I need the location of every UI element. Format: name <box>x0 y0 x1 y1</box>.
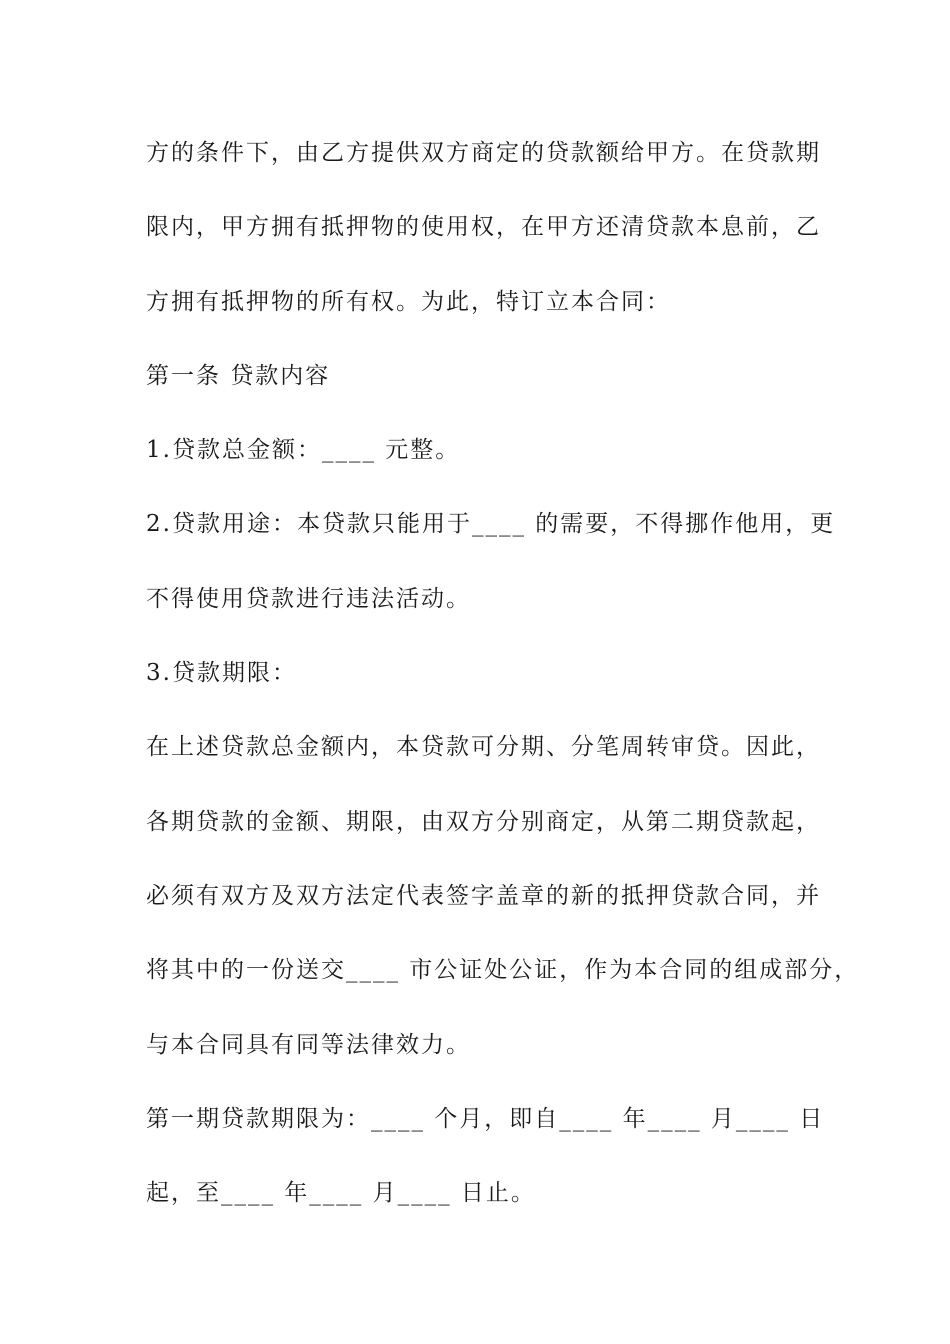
paragraph-line: 在上述贷款总金额内，本贷款可分期、分笔周转审贷。因此， <box>146 734 821 761</box>
clause-loan-amount: 1.贷款总金额：____ 元整。 <box>146 437 461 464</box>
paragraph-line: 方拥有抵押物的所有权。为此，特订立本合同： <box>146 288 671 315</box>
paragraph-line: 起，至____ 年____ 月____ 日止。 <box>146 1180 536 1207</box>
paragraph-line: 必须有双方及双方法定代表签字盖章的新的抵押贷款合同，并 <box>146 882 821 909</box>
first-term-line: 第一期贷款期限为：____ 个月，即自____ 年____ 月____ 日 <box>146 1105 825 1132</box>
document-body <box>146 131 860 1245</box>
paragraph-line: 不得使用贷款进行违法活动。 <box>146 585 471 612</box>
paragraph-line: 与本合同具有同等法律效力。 <box>146 1031 471 1058</box>
clause-loan-purpose: 2.贷款用途：本贷款只能用于____ 的需要，不得挪作他用，更 <box>146 511 836 538</box>
paragraph-line: 限内，甲方拥有抵押物的使用权，在甲方还清贷款本息前，乙 <box>146 214 821 241</box>
section-heading: 第一条 贷款内容 <box>146 362 331 389</box>
clause-loan-term: 3.贷款期限： <box>146 660 297 687</box>
paragraph-line: 将其中的一份送交____ 市公证处公证，作为本合同的组成部分， <box>146 957 860 984</box>
paragraph-line: 各期贷款的金额、期限，由双方分别商定，从第二期贷款起， <box>146 808 821 835</box>
paragraph-line: 方的条件下，由乙方提供双方商定的贷款额给甲方。在贷款期 <box>146 140 821 166</box>
